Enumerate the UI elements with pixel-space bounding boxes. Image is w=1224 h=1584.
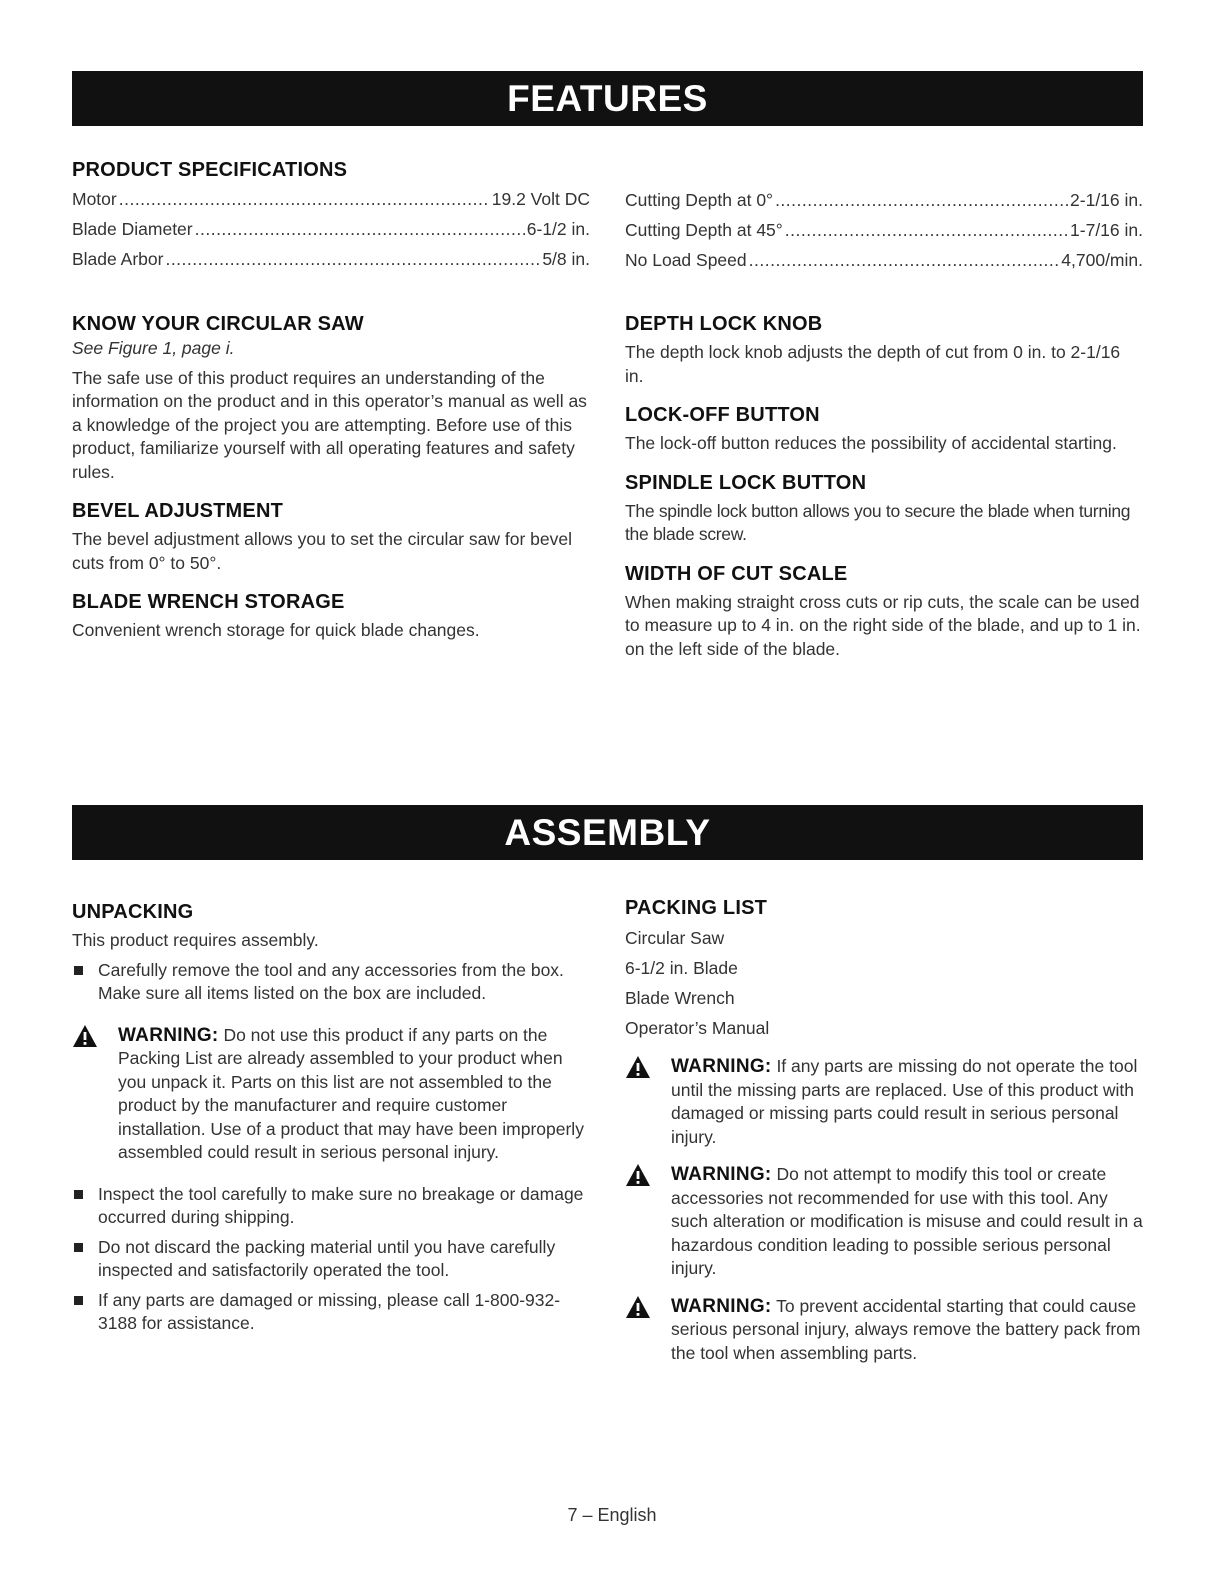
list-item xyxy=(72,959,590,1006)
lock-off-section xyxy=(625,402,1143,456)
page-number: 7 – English xyxy=(567,1505,657,1525)
bevel-adjustment-body: The bevel adjustment allows you to set the circular saw for bevel cuts from 0° to 50°. xyxy=(72,529,572,573)
depth-lock-section xyxy=(625,311,1143,388)
spec-label: Motor xyxy=(72,189,117,209)
know-your-saw-body: The safe use of this product requires an understanding of the information on the product and in this operator’s manual as well as a knowledge of the project you are attempting. Before use of this product, familiarize yourself with all operating features and safety rules. xyxy=(72,367,587,482)
spec-row xyxy=(625,250,1143,280)
product-specifications-title: PRODUCT SPECIFICATIONS xyxy=(72,159,348,181)
lock-off-title: LOCK-OFF BUTTON xyxy=(625,404,820,426)
warning-text: To prevent accidental starting that could cause serious personal injury, always remove the battery pack from the tool when assembling parts. xyxy=(671,1295,1141,1363)
warning-block xyxy=(72,1024,590,1165)
spec-row xyxy=(72,189,590,219)
spec-row xyxy=(625,190,1143,220)
list-item-text: Inspect the tool carefully to make sure no breakage or damage occurred during shipping. xyxy=(98,1183,584,1227)
spec-value: 6-1/2 in. xyxy=(526,219,590,239)
warning-triangle-icon xyxy=(625,1055,651,1079)
warning-label: WARNING: xyxy=(671,1295,772,1317)
packing-list-item: Operator’s Manual xyxy=(625,1018,770,1038)
list-item xyxy=(72,1236,590,1283)
bevel-adjustment-title: BEVEL ADJUSTMENT xyxy=(72,500,284,522)
assembly-left-column xyxy=(72,899,590,1342)
unpacking-intro: This product requires assembly. xyxy=(72,930,319,950)
bullet-square-icon xyxy=(74,966,83,975)
list-item-text: Carefully remove the tool and any accessories from the box. Make sure all items listed on the box are included. xyxy=(98,959,564,1003)
spec-value: 19.2 Volt DC xyxy=(491,189,590,209)
warning-text: Do not use this product if any parts on the Packing List are already assembled to your product when you unpack it. Parts on this list are not assembled to the product by the manufacturer and require customer installation. Use of a product that may have been improperly assembled could result in serious personal injury. xyxy=(118,1024,584,1162)
warning-text: If any parts are missing do not operate the tool until the missing parts are replaced. Use of this product with damaged or missing parts could result in serious personal injury. xyxy=(671,1056,1138,1147)
unpacking-title: UNPACKING xyxy=(72,901,194,923)
spec-label: Blade Arbor xyxy=(72,249,164,269)
spec-row xyxy=(625,220,1143,250)
warning-text: Do not attempt to modify this tool or create accessories not recommended for use with this tool. Any such alteration or modification is misuse and could result in a hazardous condition leading to possible serious personal injury. xyxy=(671,1164,1143,1278)
warning-label: WARNING: xyxy=(671,1056,772,1077)
spindle-lock-title: SPINDLE LOCK BUTTON xyxy=(625,471,867,494)
packing-list-item: Blade Wrench xyxy=(625,988,735,1008)
figure-reference: See Figure 1, page i. xyxy=(72,338,235,358)
warning-triangle-icon xyxy=(625,1163,651,1187)
features-right-column xyxy=(625,311,1143,675)
width-scale-title: WIDTH OF CUT SCALE xyxy=(625,562,848,585)
spindle-lock-section xyxy=(625,470,1143,547)
warning-label: WARNING: xyxy=(671,1164,772,1185)
blade-wrench-storage-section xyxy=(72,589,590,643)
list-item xyxy=(72,1183,590,1230)
spec-value: 5/8 in. xyxy=(542,249,590,269)
packing-list-item: Circular Saw xyxy=(625,928,725,948)
spec-value: 4,700/min. xyxy=(1061,250,1143,270)
warning-block xyxy=(625,1055,1143,1149)
assembly-right-column xyxy=(625,895,1143,1365)
width-scale-section xyxy=(625,561,1143,662)
warning-label: WARNING: xyxy=(118,1024,219,1046)
list-item xyxy=(72,1289,590,1336)
assembly-banner: ASSEMBLY xyxy=(72,805,1143,860)
warning-block xyxy=(625,1163,1143,1281)
product-specifications-left xyxy=(72,157,590,279)
warning-triangle-icon xyxy=(72,1024,98,1048)
spec-row xyxy=(72,249,590,279)
blade-wrench-storage-body: Convenient wrench storage for quick blade changes. xyxy=(72,620,480,640)
features-banner: FEATURES xyxy=(72,71,1143,126)
spec-label: Blade Diameter xyxy=(72,219,193,239)
bullet-square-icon xyxy=(74,1190,83,1199)
spec-label: Cutting Depth at 0° xyxy=(625,190,774,210)
know-your-saw-section xyxy=(72,311,590,484)
spec-row xyxy=(72,219,590,249)
spec-value: 2-1/16 in. xyxy=(1070,190,1143,210)
spec-value: 1-7/16 in. xyxy=(1070,220,1143,240)
packing-list-title: PACKING LIST xyxy=(625,897,768,919)
list-item-text: Do not discard the packing material until you have carefully inspected and satisfactorily operated the tool. xyxy=(98,1236,556,1280)
spec-label: No Load Speed xyxy=(625,250,747,270)
list-item-text: If any parts are damaged or missing, please call 1-800-932-3188 for assistance. xyxy=(98,1289,561,1333)
depth-lock-body: The depth lock knob adjusts the depth of cut from 0 in. to 2-1/16 in. xyxy=(625,342,1121,386)
width-scale-body: When making straight cross cuts or rip cuts, the scale can be used to measure up to 4 in. on the right side of the blade, and up to 1 in. on the left side of the blade. xyxy=(625,591,1141,659)
know-your-saw-title: KNOW YOUR CIRCULAR SAW xyxy=(72,313,364,335)
blade-wrench-storage-title: BLADE WRENCH STORAGE xyxy=(72,591,345,613)
lock-off-body: The lock-off button reduces the possibility of accidental starting. xyxy=(625,433,1117,453)
product-specifications-right xyxy=(625,190,1143,280)
spec-label: Cutting Depth at 45° xyxy=(625,220,783,240)
warning-block xyxy=(625,1295,1143,1366)
spindle-lock-body: The spindle lock button allows you to secure the blade when turning the blade screw. xyxy=(625,500,1131,544)
features-left-column xyxy=(72,311,590,657)
depth-lock-title: DEPTH LOCK KNOB xyxy=(625,313,823,335)
bullet-square-icon xyxy=(74,1243,83,1252)
warning-triangle-icon xyxy=(625,1295,651,1319)
bevel-adjustment-section xyxy=(72,498,590,575)
bullet-square-icon xyxy=(74,1296,83,1305)
packing-list-item: 6-1/2 in. Blade xyxy=(625,958,738,978)
